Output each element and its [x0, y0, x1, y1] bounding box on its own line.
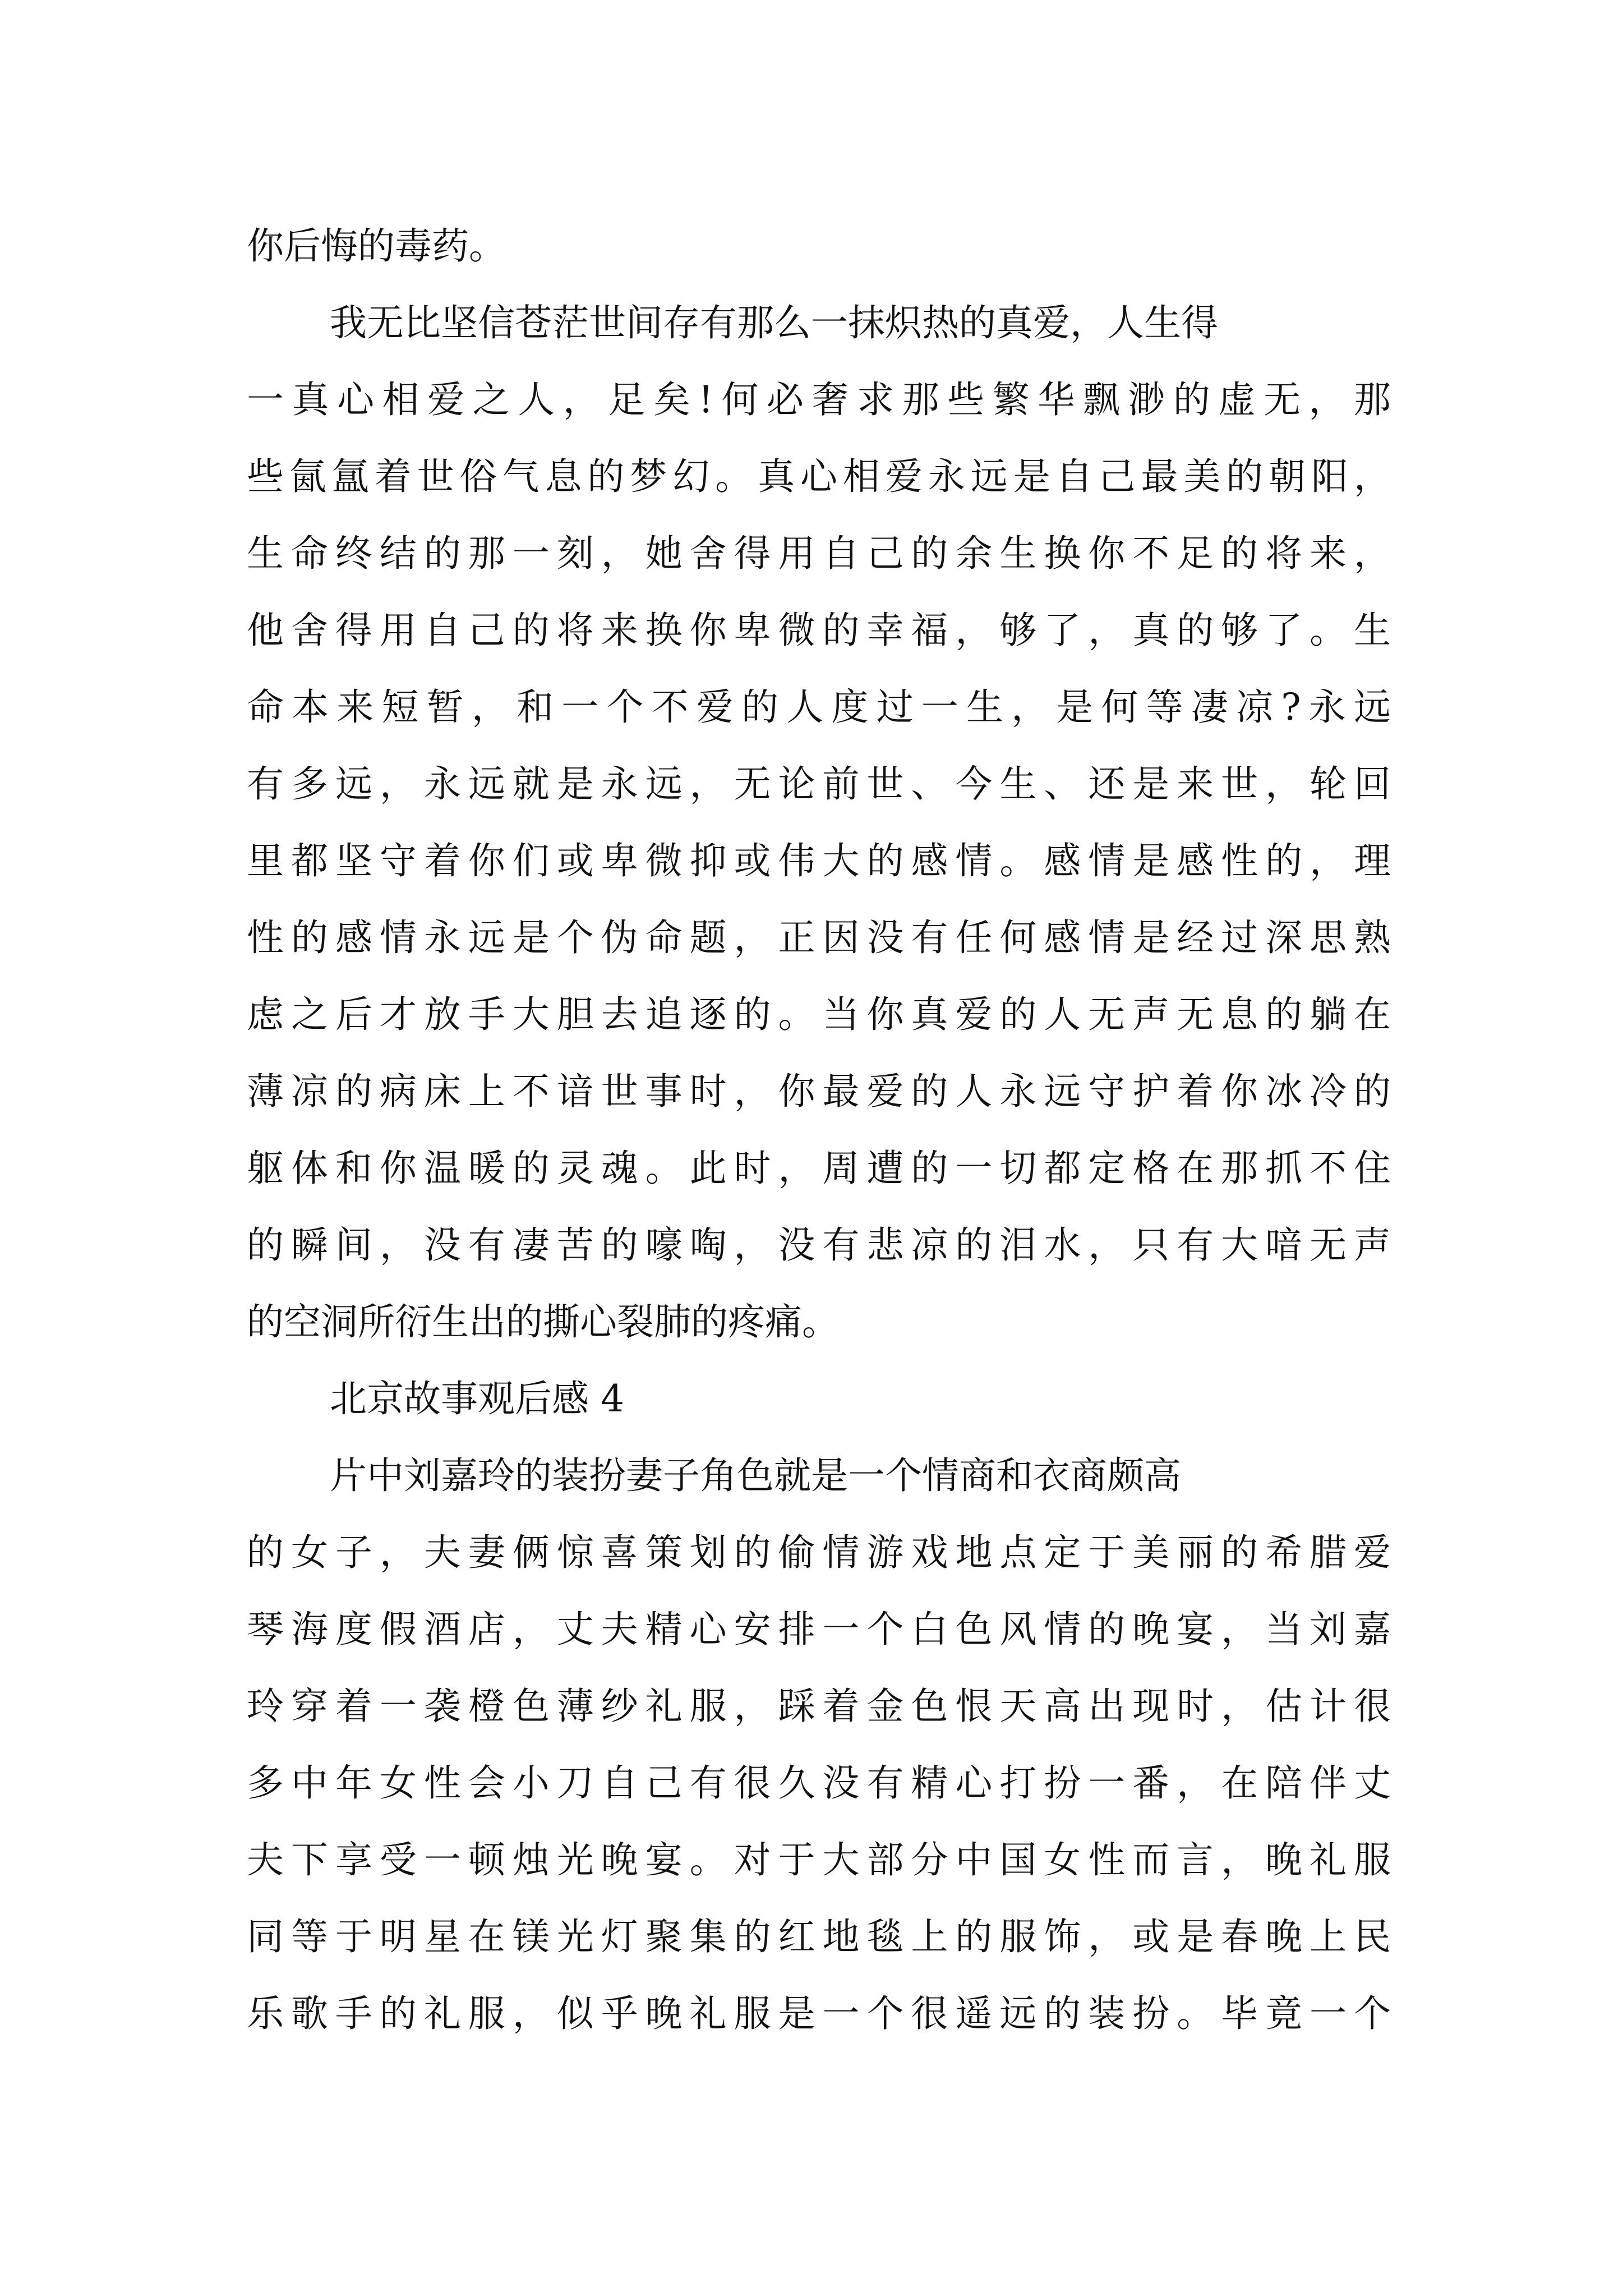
text-line: 性的感情永远是个伪命题，正因没有任何感情是经过深思熟	[247, 916, 1391, 959]
text-line: 些氤氲着世俗气息的梦幻。真心相爱永远是自己最美的朝阳，	[247, 455, 1391, 498]
text-line: 夫下享受一顿烛光晚宴。对于大部分中国女性而言，晚礼服	[247, 1838, 1391, 1881]
text-line: 乐歌手的礼服，似乎晚礼服是一个很遥远的装扮。毕竟一个	[247, 1992, 1391, 2035]
text-line: 多中年女性会小刀自己有很久没有精心打扮一番，在陪伴丈	[247, 1761, 1391, 1805]
text-line: 一真心相爱之人，足矣!何必奢求那些繁华飘渺的虚无，那	[247, 378, 1391, 421]
text-line: 命本来短暂，和一个不爱的人度过一生，是何等凄凉?永远	[247, 685, 1391, 729]
text-line: 薄凉的病床上不谙世事时，你最爱的人永远守护着你冰冷的	[247, 1070, 1391, 1113]
paragraph-start-line: 片中刘嘉玲的装扮妻子角色就是一个情商和衣商颇高	[330, 1454, 1181, 1497]
section-heading: 北京故事观后感 4	[330, 1377, 624, 1420]
body-text	[247, 208, 1391, 2052]
text-line: 虑之后才放手大胆去追逐的。当你真爱的人无声无息的躺在	[247, 993, 1391, 1036]
text-line: 的女子，夫妻俩惊喜策划的偷情游戏地点定于美丽的希腊爱	[247, 1531, 1391, 1574]
text-line: 生命终结的那一刻，她舍得用自己的余生换你不足的将来，	[247, 532, 1391, 575]
text-line: 同等于明星在镁光灯聚集的红地毯上的服饰，或是春晚上民	[247, 1915, 1391, 1958]
text-line: 你后悔的毒药。	[247, 224, 506, 268]
text-line: 他舍得用自己的将来换你卑微的幸福，够了，真的够了。生	[247, 609, 1391, 652]
text-line: 有多远，永远就是永远，无论前世、今生、还是来世，轮回	[247, 762, 1391, 806]
text-line: 的瞬间，没有凄苦的嚎啕，没有悲凉的泪水，只有大喑无声	[247, 1223, 1391, 1267]
text-line: 躯体和你温暖的灵魂。此时，周遭的一切都定格在那抓不住	[247, 1147, 1391, 1190]
paragraph-start-line: 我无比坚信苍茫世间存有那么一抹炽热的真爱，人生得	[330, 301, 1218, 344]
text-line: 琴海度假酒店，丈夫精心安排一个白色风情的晚宴，当刘嘉	[247, 1608, 1391, 1651]
text-line: 的空洞所衍生出的撕心裂肺的疼痛。	[247, 1300, 839, 1343]
text-line: 玲穿着一袭橙色薄纱礼服，踩着金色恨天高出现时，估计很	[247, 1685, 1391, 1728]
text-line: 里都坚守着你们或卑微抑或伟大的感情。感情是感性的，理	[247, 839, 1391, 882]
